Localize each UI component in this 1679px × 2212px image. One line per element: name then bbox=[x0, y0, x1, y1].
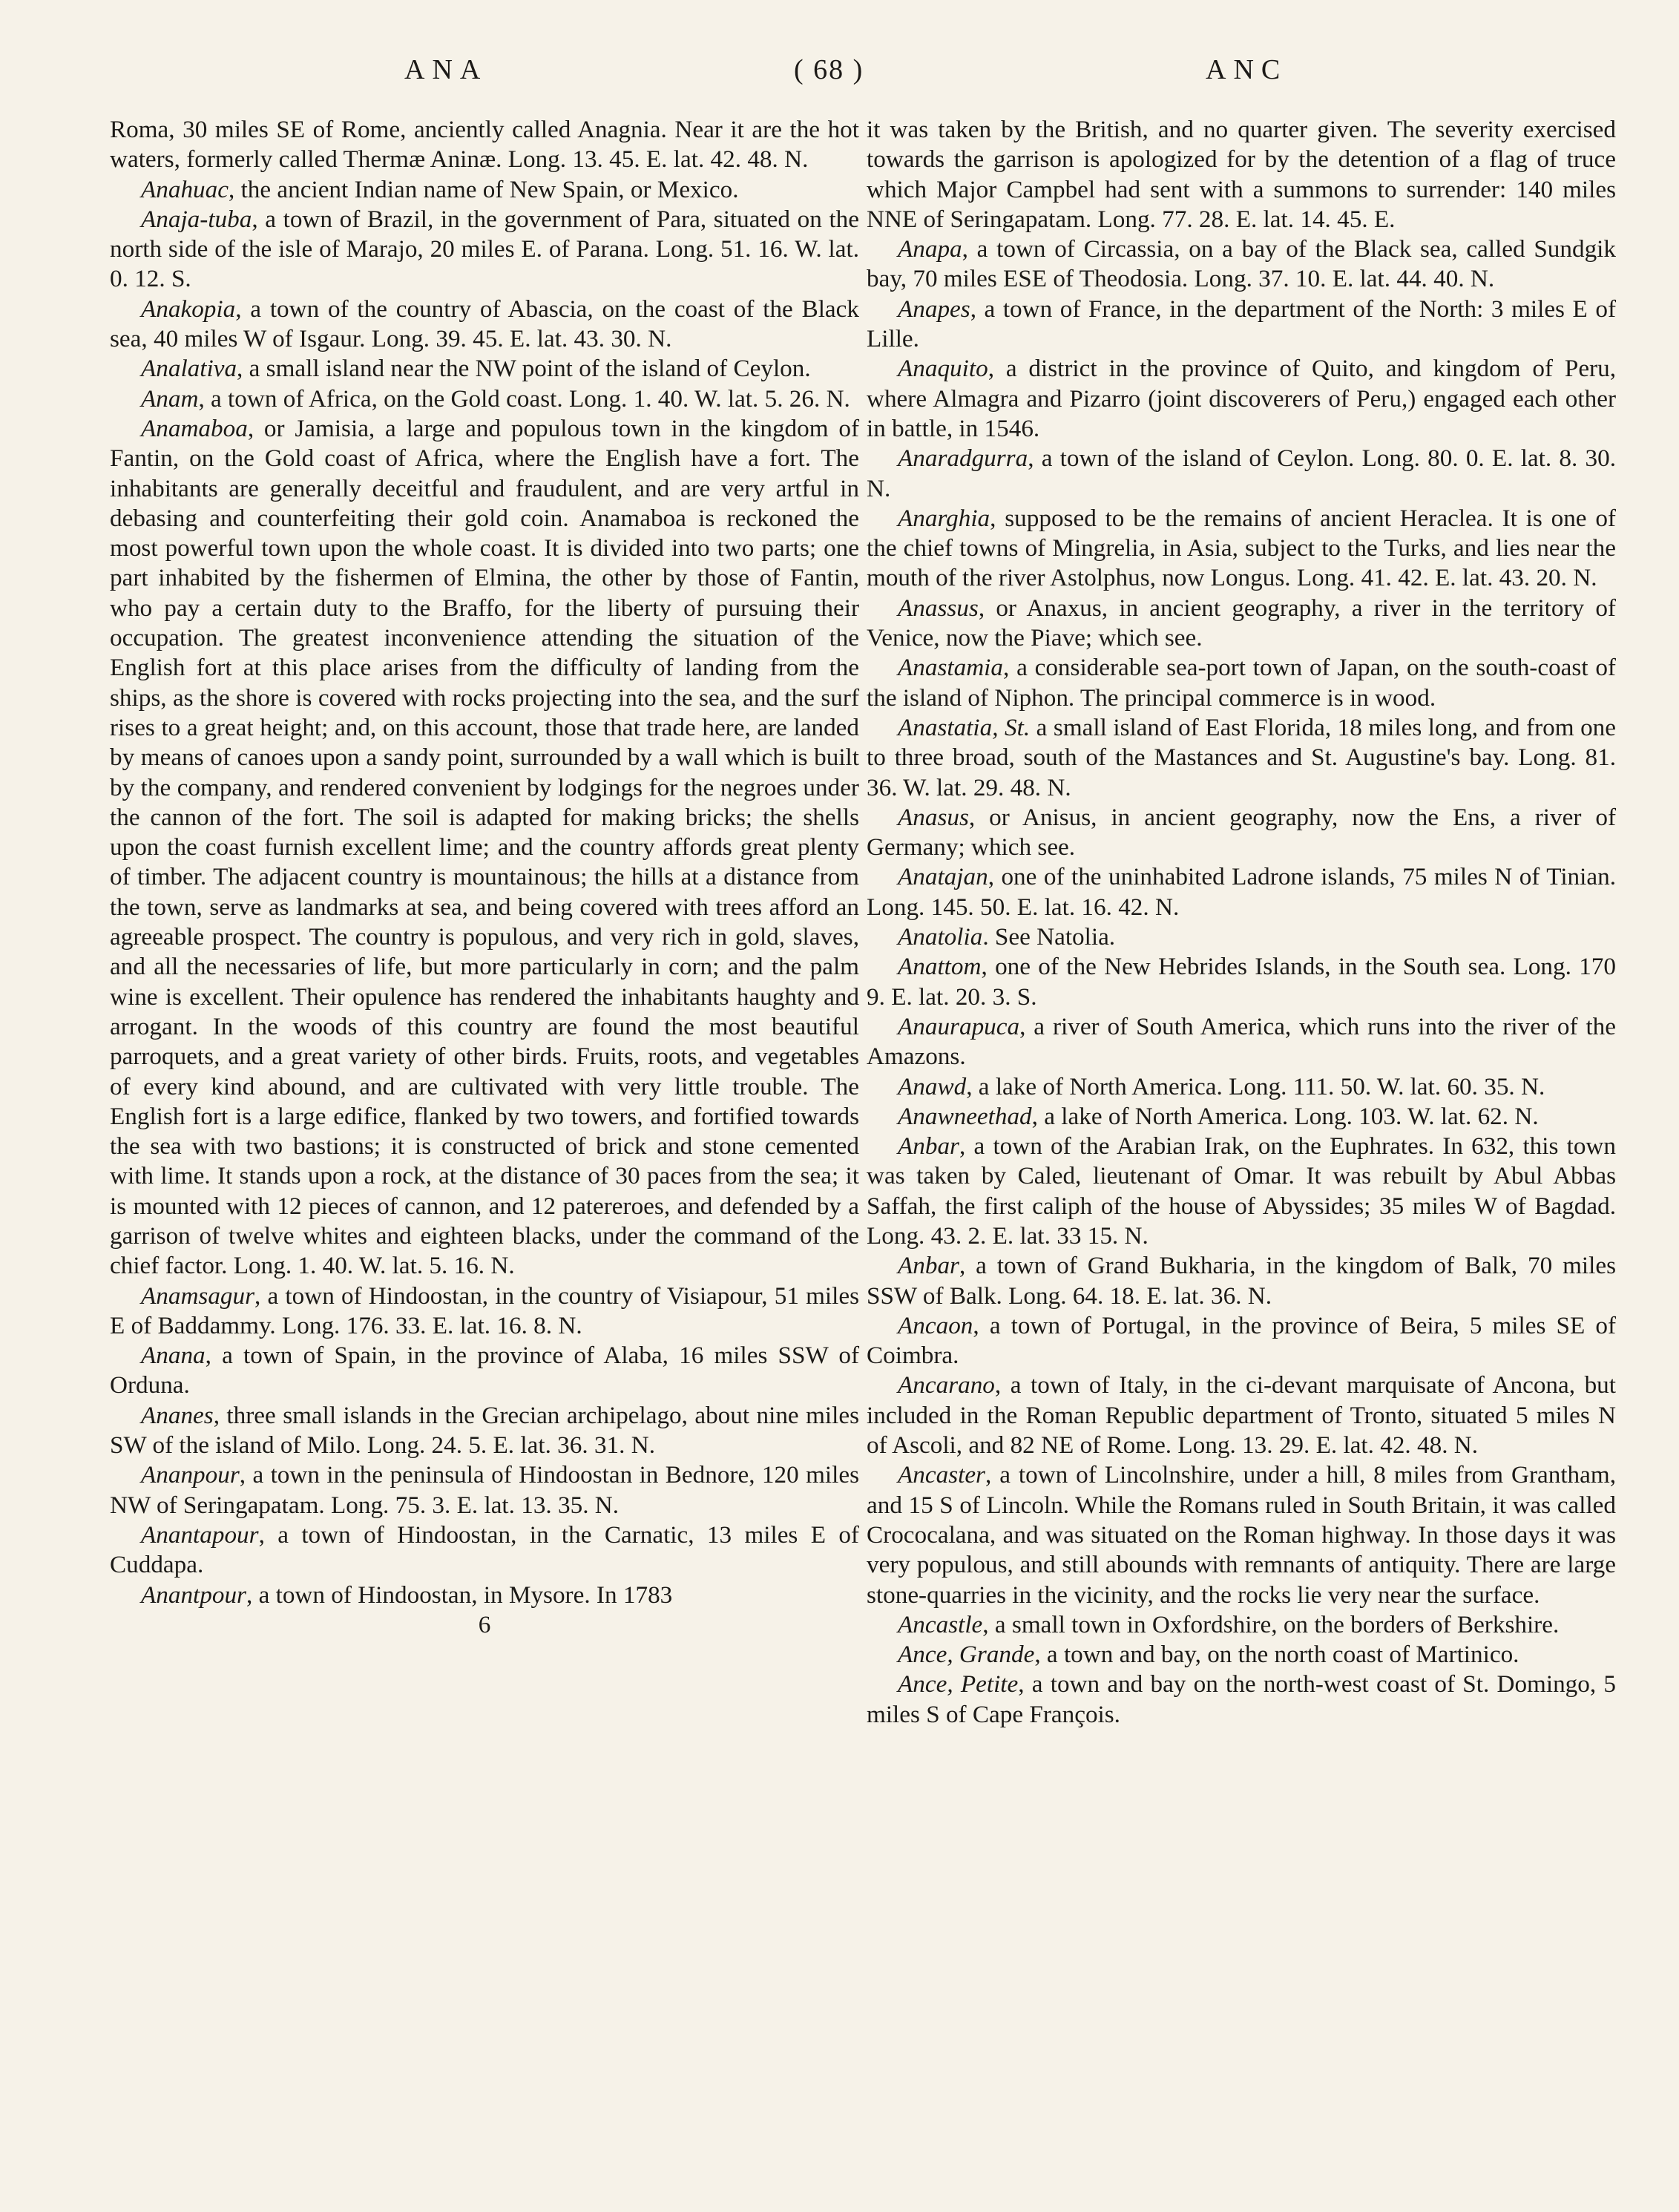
entry: Anamsagur, a town of Hindoostan, in the country of Visiapour, 51 miles E of Baddammy. Long. 176. 33. E. lat. 16. 8. N. bbox=[110, 1281, 859, 1339]
entry: Ananpour, a town in the peninsula of Hindoostan in Bednore, 120 miles NW of Seringapatam. Long. 75. 3. E. lat. 13. 35. N. bbox=[110, 1461, 859, 1519]
entry: Anastamia, a considerable sea-port town of Japan, on the south-coast of the island of Niphon. The principal commerce is in wood. bbox=[867, 654, 1616, 712]
entry: Anaradgurra, a town of the island of Ceylon. Long. 80. 0. E. lat. 8. 30. N. bbox=[867, 444, 1616, 502]
entry: Anbar, a town of the Arabian Irak, on the Euphrates. In 632, this town was taken by Caled, lieutenant of Omar. It was rebuilt by Abul Abbas Saffah, the first caliph of the house of Abyssides; 35 miles W of Bagdad. Long. 43. 2. E. lat. 33 15. N. bbox=[867, 1132, 1616, 1250]
entry: Anapa, a town of Circassia, on a bay of the Black sea, called Sundgik bay, 70 miles ESE of Theodosia. Long. 37. 10. E. lat. 44. 40. N. bbox=[867, 235, 1616, 293]
entry: Anastatia, St. a small island of East Florida, 18 miles long, and from one to three broad, south of the Mastances and St. Augustine's bay. Long. 81. 36. W. lat. 29. 48. N. bbox=[867, 713, 1616, 801]
entry: Ancaon, a town of Portugal, in the province of Beira, 5 miles SE of Coimbra. bbox=[867, 1311, 1616, 1370]
entry: Anattom, one of the New Hebrides Islands, in the South sea. Long. 170 9. E. lat. 20. 3. S. bbox=[867, 953, 1616, 1011]
entry: it was taken by the British, and no quarter given. The severity exercised towards the garrison is apologized for by the detention of a flag of truce which Major Campbel had sent with a summons to surrender: 140 miles NNE of Seringapatam. Long. 77. 28. E. lat. 14. 45. E. bbox=[867, 116, 1616, 233]
running-header bbox=[0, 53, 1679, 98]
entry: Anantapour, a town of Hindoostan, in the Carnatic, 13 miles E of Cuddapa. bbox=[110, 1520, 859, 1579]
header-right: ANC bbox=[1206, 54, 1288, 85]
entry: Anawneethad, a lake of North America. Long. 103. W. lat. 62. N. bbox=[898, 1102, 1539, 1130]
entry: Anbar, a town of Grand Bukharia, in the kingdom of Balk, 70 miles SSW of Balk. Long. 64. 18. E. lat. 36. N. bbox=[867, 1252, 1616, 1310]
entry: Anaurapuca, a river of South America, which runs into the river of the Amazons. bbox=[867, 1012, 1616, 1071]
entry: Anawd, a lake of North America. Long. 111. 50. W. lat. 60. 35. N. bbox=[898, 1072, 1545, 1100]
page-number: ( 68 ) bbox=[794, 54, 864, 85]
entry: Anarghia, supposed to be the remains of ancient Heraclea. It is one of the chief towns of Mingrelia, in Asia, subject to the Turks, and lies near the mouth of the river Astolphus, now Longus. Long. 41. 42. E. lat. 43. 20. N. bbox=[867, 504, 1616, 592]
entry: Ancaster, a town of Lincolnshire, under a hill, 8 miles from Grantham, and 15 S of Lincoln. While the Romans ruled in South Britain, it was called Crococalana, and was situated on the Roman highway. In those days it was very populous, and still abounds with remnants of antiquity. There are large stone-quarries in the vicinity, and the rocks lie very near the surface. bbox=[867, 1461, 1616, 1609]
entry: Ananes, three small islands in the Grecian archipelago, about nine miles SW of the island of Milo. Long. 24. 5. E. lat. 36. 31. N. bbox=[110, 1401, 859, 1460]
entry: Anaja-tuba, a town of Brazil, in the government of Para, situated on the north side of the isle of Marajo, 20 miles E. of Parana. Long. 51. 16. W. lat. 0. 12. S. bbox=[110, 205, 859, 293]
entry: Anamaboa, or Jamisia, a large and populous town in the kingdom of Fantin, on the Gold coast of Africa, where the English have a fort. The inhabitants are generally deceitful and fraudulent, and are very artful in debasing and counterfeiting their gold coin. Anamaboa is reckoned the most powerful town upon the whole coast. It is divided into two parts; one part inhabited by the fishermen of Elmina, the other by those of Fantin, who pay a certain duty to the Braffo, for the liberty of pursuing their occupation. The greatest inconvenience attending the situation of the English fort at this place arises from the difficulty of landing from the ships, as the shore is covered with rocks projecting into the sea, and the surf rises to a great height; and, on this account, those that trade here, are landed by means of canoes upon a sandy point, surrounded by a wall which is built by the company, and rendered convenient by lodgings for the negroes under the cannon of the fort. The soil is adapted for making bricks; the shells upon the coast furnish excellent lime; and the country affords great plenty of timber. The adjacent country is mountainous; the hills at a distance from the town, serve as landmarks at sea, and being covered with trees afford an agreeable prospect. The country is populous, and very rich in gold, slaves, and all the necessaries of life, but more particularly in corn; and the palm wine is excellent. Their opulence has rendered the inhabitants haughty and arrogant. In the woods of this country are found the most beautiful parroquets, and a great variety of other birds. Fruits, roots, and vegetables of every kind abound, and are cultivated with very little trouble. The English fort is a large edifice, flanked by two towers, and fortified towards the sea with two bastions; it is constructed of brick and stone cemented with lime. It stands upon a rock, at the distance of 30 paces from the sea; it is mounted with 12 pieces of cannon, and 12 patereroes, and defended by a garrison of twelve whites and eighteen blacks, under the command of the chief factor. Long. 1. 40. W. lat. 5. 16. N. bbox=[110, 414, 859, 1280]
signature-mark: 6 bbox=[478, 1610, 491, 1638]
header-left: ANA bbox=[404, 54, 488, 85]
entry: Ance, Petite, a town and bay on the north-west coast of St. Domingo, 5 miles S of Cape François. bbox=[867, 1670, 1616, 1728]
entry: Anakopia, a town of the country of Abascia, on the coast of the Black sea, 40 miles W of Isgaur. Long. 39. 45. E. lat. 43. 30. N. bbox=[110, 295, 859, 353]
entry: Anapes, a town of France, in the department of the North: 3 miles E of Lille. bbox=[867, 295, 1616, 353]
entry: Roma, 30 miles SE of Rome, anciently called Anagnia. Near it are the hot waters, formerly called Thermæ Aninæ. Long. 13. 45. E. lat. 42. 48. N. bbox=[110, 116, 859, 174]
entry: Anassus, or Anaxus, in ancient geography, a river in the territory of Venice, now the Piave; which see. bbox=[867, 594, 1616, 652]
entry: Anana, a town of Spain, in the province of Alaba, 16 miles SSW of Orduna. bbox=[110, 1342, 859, 1399]
entry: Ance, Grande, a town and bay, on the north coast of Martinico. bbox=[898, 1641, 1519, 1669]
entry: Anantpour, a town of Hindoostan, in Mysore. In 1783 bbox=[141, 1581, 673, 1609]
entry: Anatajan, one of the uninhabited Ladrone islands, 75 miles N of Tinian. Long. 145. 50. E. lat. 16. 42. N. bbox=[867, 863, 1616, 921]
entry: Anam, a town of Africa, on the Gold coast. Long. 1. 40. W. lat. 5. 26. N. bbox=[141, 384, 850, 413]
left-column bbox=[110, 115, 859, 1640]
entry: Anaquito, a district in the province of Quito, and kingdom of Peru, where Almagra and Pizarro (joint discoverers of Peru,) engaged each other in battle, in 1546. bbox=[867, 355, 1616, 442]
entry: Ancastle, a small town in Oxfordshire, on the borders of Berkshire. bbox=[898, 1610, 1560, 1638]
entry: Anasus, or Anisus, in ancient geography, now the Ens, a river of Germany; which see. bbox=[867, 803, 1616, 862]
entry: Anahuac, the ancient Indian name of New Spain, or Mexico. bbox=[141, 175, 739, 203]
entry: Ancarano, a town of Italy, in the ci-devant marquisate of Ancona, but included in the Roman Republic department of Tronto, situated 5 miles N of Ascoli, and 82 NE of Rome. Long. 13. 29. E. lat. 42. 48. N. bbox=[867, 1371, 1616, 1460]
entry: Analativa, a small island near the NW point of the island of Ceylon. bbox=[141, 355, 811, 383]
right-column bbox=[867, 115, 1616, 1730]
entry: Anatolia. See Natolia. bbox=[898, 923, 1116, 951]
